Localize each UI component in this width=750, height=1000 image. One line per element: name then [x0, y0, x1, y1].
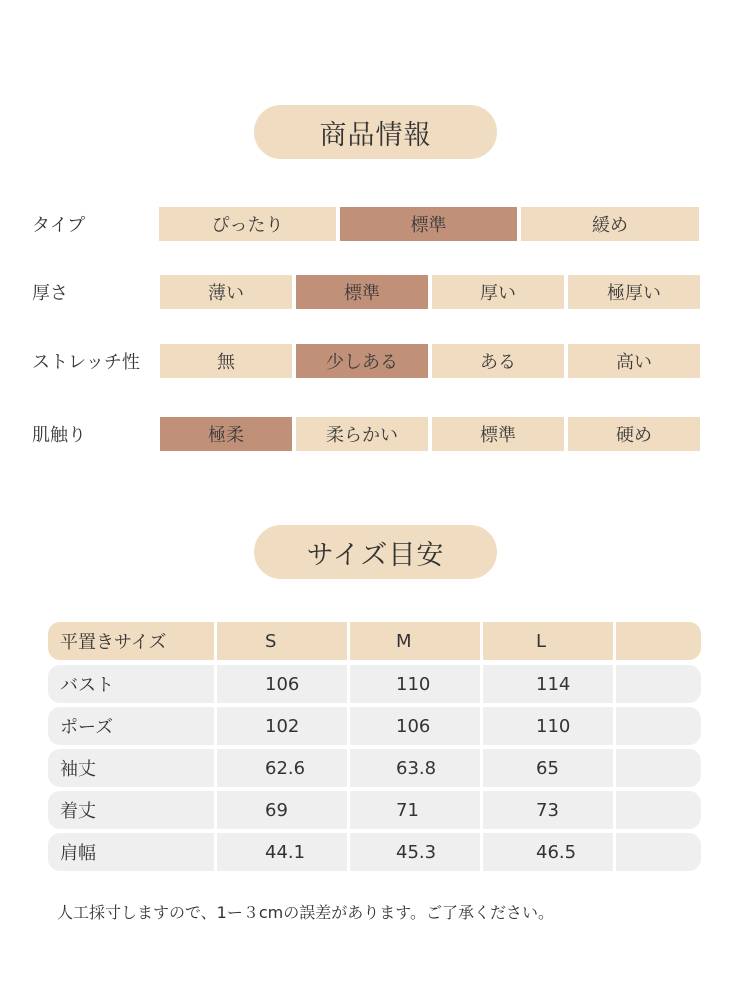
option-stretch-2: ある: [432, 344, 564, 378]
row-value: 71: [350, 791, 480, 829]
row-label: 肩幅: [48, 833, 214, 871]
option-texture-3: 硬め: [568, 417, 700, 451]
attr-label-thickness: 厚さ: [32, 283, 68, 304]
row-value: [616, 665, 701, 703]
row-value: [616, 791, 701, 829]
attr-row-type: [0, 207, 750, 241]
header-cell-m: M: [350, 622, 480, 660]
attr-label-texture: 肌触り: [32, 425, 86, 446]
option-thickness-2: 厚い: [432, 275, 564, 309]
row-value: [616, 749, 701, 787]
option-stretch-3: 高い: [568, 344, 700, 378]
product-info-title: 商品情報: [254, 105, 497, 159]
row-value: [616, 707, 701, 745]
row-value: 102: [217, 707, 347, 745]
attr-row-thickness: [0, 275, 750, 309]
table-row: [48, 707, 701, 745]
size-guide-title: サイズ目安: [254, 525, 497, 579]
table-row: [48, 833, 701, 871]
row-value: 110: [483, 707, 613, 745]
option-texture-1: 柔らかい: [296, 417, 428, 451]
attr-label-stretch: ストレッチ性: [32, 352, 140, 373]
row-value: 110: [350, 665, 480, 703]
attr-label-type: タイプ: [32, 215, 86, 236]
option-thickness-3: 極厚い: [568, 275, 700, 309]
option-texture-0: 極柔: [160, 417, 292, 451]
header-cell: 平置きサイズ: [48, 622, 214, 660]
row-label: 袖丈: [48, 749, 214, 787]
row-label: ポーズ: [48, 707, 214, 745]
row-value: 114: [483, 665, 613, 703]
row-value: 46.5: [483, 833, 613, 871]
option-thickness-1: 標準: [296, 275, 428, 309]
header-cell-l: L: [483, 622, 613, 660]
row-value: 69: [217, 791, 347, 829]
option-stretch-1: 少しある: [296, 344, 428, 378]
size-table-header: [48, 622, 701, 660]
row-value: 63.8: [350, 749, 480, 787]
row-value: 106: [217, 665, 347, 703]
row-value: 106: [350, 707, 480, 745]
row-label: バスト: [48, 665, 214, 703]
header-cell-s: S: [217, 622, 347, 660]
option-type-2: 緩め: [521, 207, 699, 241]
row-label: 着丈: [48, 791, 214, 829]
row-value: 73: [483, 791, 613, 829]
option-type-1: 標準: [340, 207, 517, 241]
header-cell-empty: [616, 622, 701, 660]
option-texture-2: 標準: [432, 417, 564, 451]
row-value: [616, 833, 701, 871]
measurement-note: 人工採寸しますので、1ー３cmの誤差があります。ご了承ください。: [57, 903, 554, 922]
attr-row-stretch: [0, 344, 750, 378]
table-row: [48, 749, 701, 787]
row-value: 65: [483, 749, 613, 787]
option-thickness-0: 薄い: [160, 275, 292, 309]
attr-row-texture: [0, 417, 750, 451]
option-type-0: ぴったり: [159, 207, 336, 241]
row-value: 44.1: [217, 833, 347, 871]
row-value: 45.3: [350, 833, 480, 871]
table-row: [48, 665, 701, 703]
option-stretch-0: 無: [160, 344, 292, 378]
table-row: [48, 791, 701, 829]
row-value: 62.6: [217, 749, 347, 787]
